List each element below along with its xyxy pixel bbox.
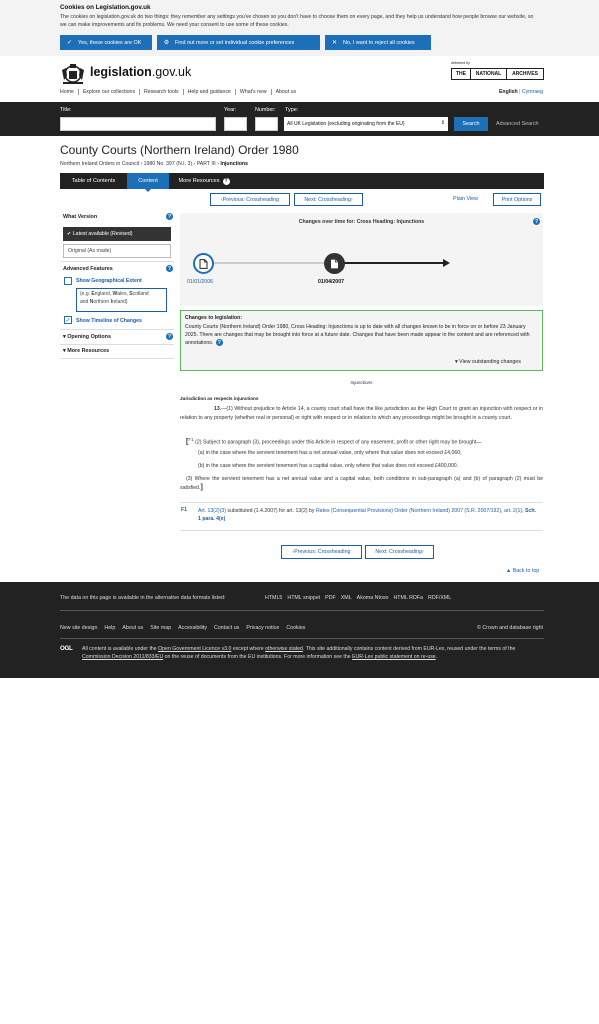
article-number: 13. (214, 406, 222, 412)
site-logo[interactable] (90, 65, 191, 79)
info-icon[interactable]: ? (167, 265, 172, 272)
annotation-link[interactable]: Sch. 1 para. 4(e) (198, 508, 536, 523)
footer-link[interactable]: Contact us (214, 625, 240, 631)
accept-cookies-label: Yes, these cookies are OK (78, 39, 142, 46)
royal-crest-icon[interactable] (60, 60, 86, 86)
article-13-text: —(1) Without prejudice to Article 14, a county court shall have the like jurisdiction as the High Court to grant an injunction with respect or in relation to any property (whether real or personal) or right with respect or in relation to which any proceedings might be brought in a county court. (180, 406, 543, 421)
annotation-text (198, 507, 538, 524)
info-icon[interactable]: ? (167, 333, 172, 340)
accept-cookies-button[interactable] (60, 35, 152, 50)
show-timeline-label[interactable]: Show Timeline of Changes (76, 318, 142, 324)
back-to-top-label: Back to top (512, 568, 540, 574)
print-options-button[interactable]: Print Options (493, 193, 541, 206)
number-input[interactable] (255, 117, 278, 131)
geo-n: N (89, 298, 94, 305)
nav-whats-new[interactable]: What's new (236, 89, 272, 95)
licence-plain: . (435, 654, 438, 661)
breadcrumb-sep-icon: › (193, 161, 197, 167)
cookie-text: The cookies on legislation.gov.uk do two things: they remember any settings you've chosen so you don't have to choose them on every page, and they help us understand how people browse our website, so we can make improvements and fix problems. We need your consent to use some of these cookies. (60, 14, 534, 28)
footer-divider (60, 638, 544, 639)
title-input[interactable] (60, 117, 216, 131)
geo-note-text: ales, (117, 291, 130, 297)
next-label: Next: Crossheading (304, 196, 351, 203)
footer-links (60, 625, 305, 631)
prev-label: Previous: Crossheading (222, 196, 279, 203)
view-outstanding-changes-toggle[interactable]: ▾ View outstanding changes (455, 359, 521, 365)
timeline-title: Changes over time for: Cross Heading: Injunctions (298, 219, 425, 225)
footer-link[interactable]: Cookies (286, 625, 306, 631)
sub-paragraph-b: (b) in the case where the servient tenement has a capital value, only where that value does not exceed £400,000. (198, 463, 459, 469)
year-label: Year: (224, 107, 237, 113)
alt-formats-text: The data on this page is available in the alternative data formats listed: (60, 595, 226, 601)
footer-link[interactable]: Help (104, 625, 116, 631)
timeline-panel (180, 213, 543, 306)
view-outstanding-label: View outstanding changes (459, 359, 521, 365)
logo-rest: .gov.uk (151, 65, 192, 79)
check-icon: ✓ (66, 40, 73, 46)
licence-link[interactable]: EUR-Lex public statement on re-use (352, 654, 436, 661)
changes-heading: Changes to legislation: (185, 315, 243, 321)
breadcrumb (60, 161, 248, 167)
geo-note-text: ngland, (94, 291, 113, 297)
tab-table-of-contents[interactable]: Table of Contents (71, 178, 116, 184)
version-latest-button[interactable]: ✔ Latest available (Revised) (63, 227, 171, 241)
more-resources-label: More Resources (67, 348, 110, 354)
nav-help[interactable]: Help and guidance (184, 89, 236, 95)
footer-link[interactable]: Privacy notice (246, 625, 280, 631)
nav-explore[interactable]: Explore our collections (79, 89, 140, 95)
breadcrumb-sep-icon: › (140, 161, 144, 167)
delivered-by-label: delivered by (451, 61, 470, 65)
next-crossheading-button-bottom[interactable]: Next: Crossheading › (365, 545, 434, 559)
timeline-point-2007[interactable] (324, 253, 345, 274)
cookie-preferences-label: Find out more or set individual cookie preferences (175, 39, 295, 46)
footer-link[interactable]: About us (122, 625, 144, 631)
geo-w: W (112, 291, 118, 297)
prev-label: Previous: Crossheading (294, 549, 351, 555)
geo-s: S (129, 291, 133, 297)
paragraph-3-text: (3) Where the servient tenement has a net annual value and a capital value, both conditions in sub-paragraph (a) and (b) of paragraph (2) must be satisfied. (180, 476, 543, 491)
licence-plain: All content is available under the (82, 646, 159, 652)
timeline-date-link[interactable]: 01/01/2006 (187, 279, 213, 285)
annotation-plain: , (501, 508, 504, 514)
format-link[interactable]: PDF (325, 595, 336, 601)
copyright-text: © Crown and database right (476, 625, 543, 631)
prev-crossheading-button-bottom[interactable]: ‹ Previous: Crossheading (281, 545, 362, 559)
type-select-value: All UK Legislation (excluding originating from the EU) (287, 121, 405, 127)
format-link[interactable]: HTML snippet (287, 595, 321, 601)
licence-plain: except where (231, 646, 266, 652)
next-crossheading-button[interactable]: Next: Crossheading › (294, 193, 363, 206)
annotation-id[interactable]: F1 (181, 507, 188, 513)
tab-content[interactable]: Content (127, 173, 169, 189)
number-label: Number: (255, 107, 276, 113)
crossheading: Injunctions (350, 380, 373, 385)
geo-extent-checkbox[interactable] (64, 277, 72, 285)
opening-options-label: Opening Options (67, 334, 111, 340)
licence-text (82, 645, 544, 662)
nav-about[interactable]: About us (275, 89, 297, 95)
timeline-arrow-icon (443, 259, 450, 267)
breadcrumb-item[interactable]: PART III (196, 161, 216, 167)
sidebar-divider (60, 329, 174, 330)
show-geo-extent-label[interactable]: Show Geographical Extent (76, 278, 142, 284)
annotation-link[interactable]: Rates (Consequential Provisions) Order (Northern Ireland) 2007 (S.R. 2007/192) (315, 508, 502, 514)
geo-note-text: reland) (111, 298, 128, 305)
geo-note-text: orthern (93, 298, 111, 305)
type-label: Type: (285, 107, 299, 113)
top-navigation (60, 89, 300, 95)
footer-link[interactable]: New site design (60, 625, 98, 631)
geo-note-text: (e.g. (80, 291, 92, 297)
cookie-title: Cookies on Legislation.gov.uk (60, 4, 151, 11)
geo-note-text: and (80, 298, 90, 305)
version-original-button[interactable]: Original (As made) (63, 244, 171, 258)
annotation-link[interactable]: art. 2(1) (503, 508, 523, 514)
version-latest-label: Latest available (Revised) (72, 231, 133, 237)
paragraph-2-text: (2) Subject to paragraph (3), proceedings under this Article in respect of any easement, profit or other right may be brought— (195, 439, 482, 446)
geo-note-text: cotland (132, 291, 149, 297)
format-link[interactable]: HTML5 (265, 595, 283, 601)
type-select[interactable] (284, 117, 448, 131)
sidebar-divider (60, 344, 174, 345)
document-icon (330, 259, 339, 269)
gear-icon: ⚙ (163, 40, 170, 46)
timeline-checkbox[interactable]: ✓ (65, 317, 71, 324)
opening-options-toggle[interactable]: ▾ Opening Options (63, 334, 111, 340)
select-arrows-icon: ⇕ (440, 120, 445, 126)
document-icon (199, 259, 208, 269)
lang-separator: | (519, 89, 521, 95)
na-national[interactable]: NATIONAL (471, 68, 507, 80)
annotation-plain: substituted (1.4.2007) for art. 13(2) by (225, 508, 316, 514)
article-13-paragraph-1 (180, 405, 543, 422)
geo-e: E (91, 291, 95, 297)
licence-link[interactable]: Commission Decision 2011/833/EU (82, 654, 164, 661)
format-link[interactable]: XML (340, 595, 352, 601)
timeline-point-2006[interactable] (193, 253, 214, 274)
changes-text (185, 323, 537, 347)
footer-divider (60, 610, 544, 611)
timeline-date-current: 01/04/2007 (318, 279, 344, 285)
more-resources-toggle[interactable]: ▾ More Resources (63, 348, 110, 354)
changes-text-body: County Courts (Northern Ireland) Order 1980, Cross Heading: Injunctions is up to date with all changes known to be in force on or before 23 January 2025. There are changes that may be brought into force at a future date. Changes that have been made appear in the content and are referenced with annotations. (185, 324, 530, 346)
geo-i: I (110, 298, 112, 305)
footer-link[interactable]: Site map (150, 625, 172, 631)
search-button[interactable]: Search (454, 117, 488, 131)
breadcrumb-item[interactable]: Northern Ireland Orders in Council (60, 161, 140, 167)
year-input[interactable] (224, 117, 247, 131)
info-icon[interactable]: ? (224, 178, 228, 184)
breadcrumb-current: Injunctions (220, 161, 249, 167)
info-icon[interactable]: ? (534, 218, 539, 225)
licence-plain: . This site additionally contains content derived from EUR-Lex, reused under the terms of the (302, 646, 516, 652)
prev-crossheading-button[interactable]: ‹ Previous: Crossheading (210, 193, 290, 206)
info-icon[interactable]: ? (167, 213, 172, 220)
licence-link[interactable]: Open Government Licence v3.0 (158, 646, 232, 652)
sub-paragraph-a: (a) in the case where the servient tenement has a net annual value, only where that value does not exceed £4,060; (198, 450, 462, 456)
breadcrumb-item[interactable]: 1980 No. 397 (N.I. 3) (143, 161, 193, 167)
format-link[interactable]: RDF/XML (428, 595, 452, 601)
footer-link[interactable]: Accessibility (178, 625, 207, 631)
logo-bold: legislation (90, 65, 152, 79)
article-13-paragraph-2: [$^{F1}$ (2) Subject to paragraph (3), proceedings under this Article in respect of any easement, profit or other right may be brought— (186, 437, 482, 446)
timeline-track-current (344, 262, 444, 264)
nav-home[interactable]: Home (60, 89, 79, 95)
timeline-track (212, 262, 324, 264)
alt-formats-list (265, 595, 451, 601)
tab-more-resources[interactable] (172, 173, 236, 189)
info-icon[interactable]: ? (217, 339, 221, 346)
next-label: Next: Crossheading (375, 549, 422, 555)
cookie-preferences-button[interactable] (157, 35, 320, 50)
lang-cymraeg[interactable]: Cymraeg (521, 89, 543, 95)
sidebar-divider (60, 261, 174, 262)
what-version-heading: What Version (63, 214, 98, 220)
geo-extent-note (76, 288, 167, 312)
reject-cookies-label: No, I want to reject all cookies (343, 39, 415, 46)
plain-view-link[interactable]: Plain View (453, 196, 479, 202)
cross-icon: ✕ (331, 40, 338, 46)
f1-marker[interactable]: F1 (188, 437, 194, 442)
annotation-link[interactable]: Art. 13(2)(3) (198, 508, 226, 514)
nav-research-tools[interactable]: Research tools (140, 89, 184, 95)
advanced-search-link[interactable]: Advanced Search (496, 121, 539, 127)
page-title: County Courts (Northern Ireland) Order 1980 (60, 143, 299, 157)
article-13-paragraph-3: (3) Where the servient tenement has a net annual value and a capital value, both conditions in sub-paragraph (a) and (b) of paragraph (2) must be satisfied.] (180, 476, 543, 491)
ogl-logo: OGL (60, 645, 73, 652)
back-to-top-link[interactable]: ▲ Back to top (506, 568, 540, 574)
tab-more-resources-label: More Resources (178, 178, 220, 184)
lang-english: English (498, 89, 518, 95)
na-archives[interactable]: ARCHIVES (507, 68, 544, 80)
reject-cookies-button[interactable] (325, 35, 431, 50)
provision-heading: Jurisdiction as respects injunctions (180, 396, 259, 401)
annotation-plain: , (522, 508, 526, 514)
advanced-features-heading: Advanced Features (63, 266, 113, 272)
title-label: Title: (60, 107, 72, 113)
format-link[interactable]: HTML RDFa (393, 595, 423, 601)
licence-plain: on the reuse of documents from the EU institutions. For more information see the (163, 654, 353, 661)
format-link[interactable]: Akoma Ntoso (356, 595, 389, 601)
sidebar-divider (60, 358, 174, 359)
na-the[interactable]: THE (451, 68, 471, 80)
licence-link[interactable]: otherwise stated (265, 646, 303, 652)
language-switch (499, 89, 543, 95)
breadcrumb-sep-icon: › (217, 161, 221, 167)
